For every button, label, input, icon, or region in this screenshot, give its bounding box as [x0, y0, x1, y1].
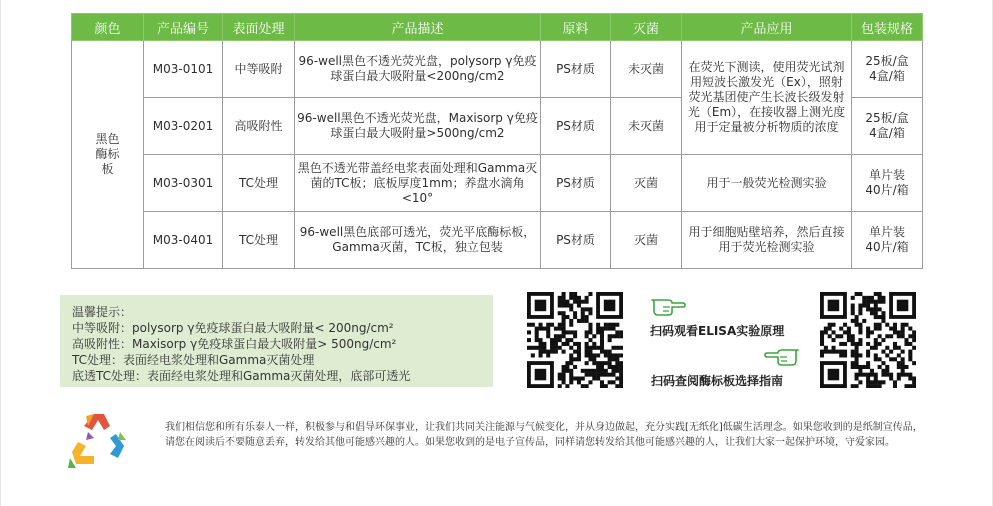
tips-title: 温馨提示： [72, 305, 133, 319]
product-description: 黑色不透光带盖经电浆表面处理和Gamma灭菌的TC板；底板厚度1mm；养盘水滴角<10° [295, 155, 541, 212]
packaging: 25板/盒4盒/箱 [852, 98, 923, 155]
material: PS材质 [541, 155, 611, 212]
product-application: 用于细胞贴壁培养，然后直接用于荧光检测实验 [682, 212, 852, 269]
tips-box [60, 295, 493, 387]
product-application: 在荧光下测读，使用荧光试剂用短波长激发光（Ex），照射荧光基团使产生长波长级发射光（Em），在接收器上测光度用于定量被分析物质的浓度 [682, 41, 852, 155]
table-header-row [72, 14, 923, 41]
packaging: 单片装40片/箱 [852, 155, 923, 212]
pointing-hand-icon [650, 294, 686, 318]
pointing-hand-icon [764, 344, 800, 368]
header-color: 颜色 [72, 14, 144, 41]
header-code: 产品编号 [144, 14, 223, 41]
surface-treatment: 中等吸附 [223, 41, 295, 98]
tips-line-4: 底透TC处理：表面经电浆处理和Gamma灭菌处理，底部可透光 [72, 369, 411, 383]
qr-caption-elisa: 扫码观看ELISA实验原理 [650, 324, 785, 338]
product-code: M03-0301 [144, 155, 223, 212]
header-surface: 表面处理 [223, 14, 295, 41]
header-packaging: 包装规格 [852, 14, 923, 41]
product-code: M03-0201 [144, 98, 223, 155]
product-application: 用于一般荧光检测实验 [682, 155, 852, 212]
qr-caption-guide: 扫码查阅酶标板选择指南 [651, 374, 784, 388]
product-code: M03-0401 [144, 212, 223, 269]
product-table [71, 13, 923, 269]
packaging: 25板/盒4盒/箱 [852, 41, 923, 98]
color-group-cell: 黑色酶标板 [72, 41, 144, 269]
sterilization: 灭菌 [611, 212, 682, 269]
environmental-notice: 我们相信您和所有乐泰人一样，积极参与和倡导环保事业，让我们共同关注能源与气候变化，并从身边做起，充分实践[无纸化]低碳生活理念。如果您收到的是纸制宣传品，请您在阅读后不要随意丢弃，转发给其他可能感兴趣的人。如果您收到的是电子宣传品，同样请您转发给其他可能感兴趣的人，让我们大家一起保护环境，守爱家园。 [165, 422, 923, 448]
product-description: 96-well黑色底部可透光，荧光平底酶标板，Gamma灭菌，TC板，独立包装 [295, 212, 541, 269]
material: PS材质 [541, 41, 611, 98]
packaging: 单片装40片/箱 [852, 212, 923, 269]
table-row [72, 212, 923, 269]
header-sterilization: 灭菌 [611, 14, 682, 41]
material: PS材质 [541, 212, 611, 269]
sterilization: 灭菌 [611, 155, 682, 212]
tips-line-2: 高吸附性：Maxisorp γ免疫球蛋白最大吸附量> 500ng/cm² [72, 337, 397, 351]
surface-treatment: TC处理 [223, 212, 295, 269]
tips-line-1: 中等吸附：polysorp γ免疫球蛋白最大吸附量< 200ng/cm² [72, 321, 394, 335]
sterilization: 未灭菌 [611, 98, 682, 155]
surface-treatment: TC处理 [223, 155, 295, 212]
header-material: 原料 [541, 14, 611, 41]
surface-treatment: 高吸附性 [223, 98, 295, 155]
qr-code-icon[interactable] [820, 292, 916, 388]
table-row [72, 155, 923, 212]
qr-code-icon[interactable] [527, 292, 623, 388]
header-description: 产品描述 [295, 14, 541, 41]
product-description: 96-well黑色不透光荧光盘，polysorp γ免疫球蛋白最大吸附量<200ng/cm2 [295, 41, 541, 98]
table-row [72, 41, 923, 98]
product-code: M03-0101 [144, 41, 223, 98]
sterilization: 未灭菌 [611, 41, 682, 98]
recycle-icon [64, 410, 130, 476]
product-description: 96-well黑色不透光荧光盘，Maxisorp γ免疫球蛋白最大吸附量>500ng/cm2 [295, 98, 541, 155]
header-application: 产品应用 [682, 14, 852, 41]
tips-line-3: TC处理：表面经电浆处理和Gamma灭菌处理 [72, 353, 315, 367]
material: PS材质 [541, 98, 611, 155]
